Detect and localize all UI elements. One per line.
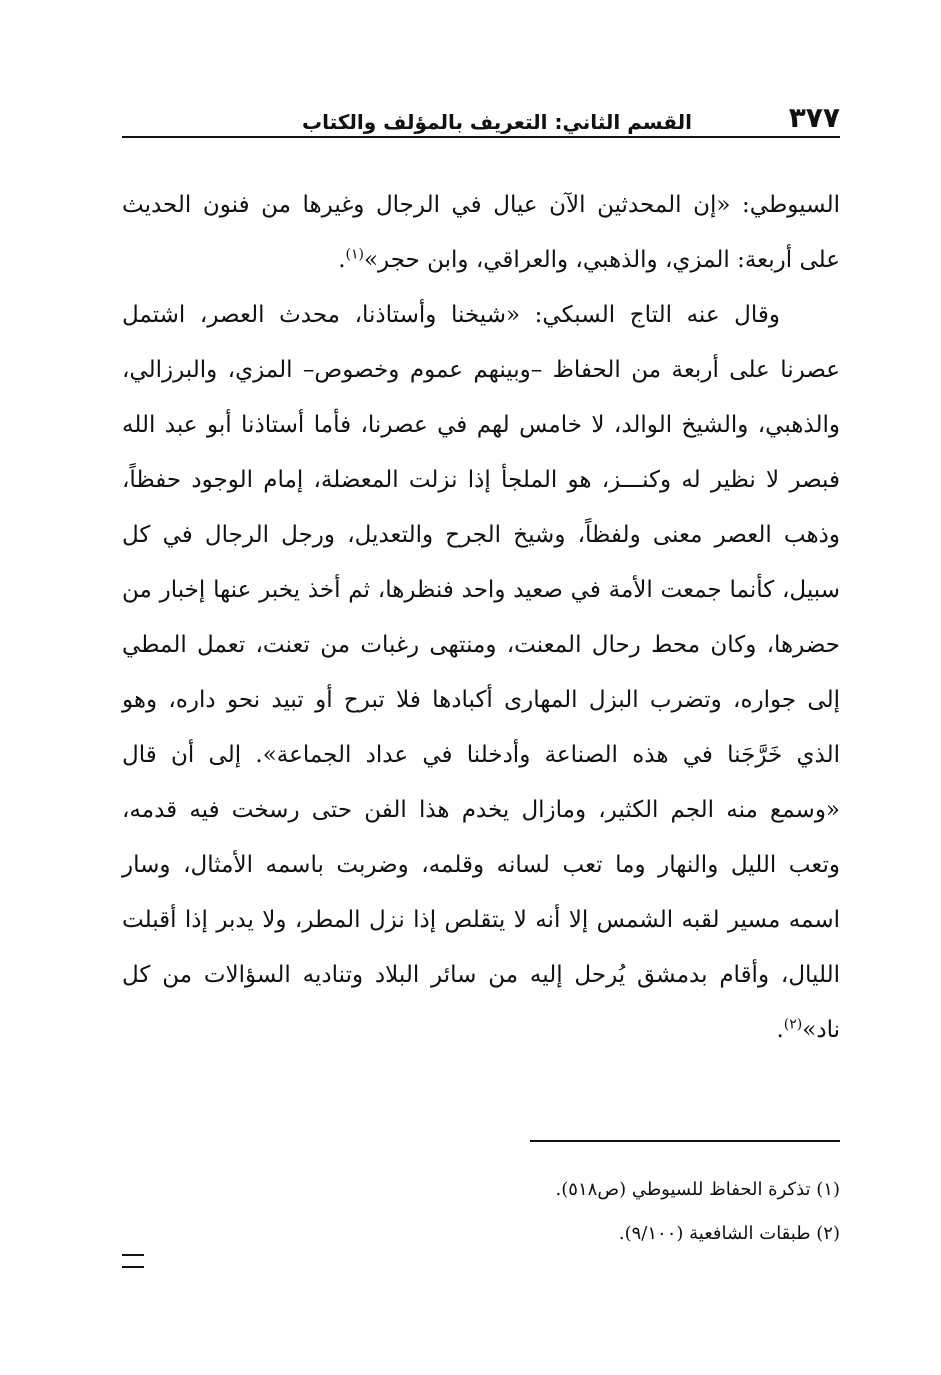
paragraph-2-text: وقال عنه التاج السبكي: «شيخنا وأستاذنا، محدث العصر، اشتمل عصرنا على أربعة من الحفاظ –وبينهم عموم وخصوص– المزي، والبرزالي، والذهبي، والشيخ الوالد، لا خامس لهم في عصرنا، فأما أستاذنا أبو عبد الله فبصر لا نظير له وكنـــز، هو الملجأ إذا نزلت المعضلة، إمام الوجود حفظاً، وذهب العصر معنى ولفظاً، وشيخ الجرح والتعديل، ورجل الرجال في كل سبيل، كأنما جمعت الأمة في صعيد واحد فنظرها، ثم أخذ يخبر عنها إخبار من حضرها، وكان محط رحال المعنت، ومنتهى رغبات من تعنت، تعمل المطي إلى جواره، وتضرب البزل المهارى أكبادها فلا تبرح أو تبيد نحو داره، وهو الذي خَرَّجَنا في هذه الصناعة وأدخلنا في عداد الجماعة». إلى أن قال «وسمع منه الجم الكثير، ومازال يخدم هذا الفن حتى رسخت فيه قدمه، وتعب الليل والنهار وما تعب لسانه وقلمه، وضربت باسمه الأمثال، وسار اسمه مسير لقبه الشمس إلا أنه لا يتقلص إذا نزل المطر، ولا يدبر إذا أقبلت الليال، وأقام بدمشق يُرحل إليه من سائر البلاد وتناديه السؤالات من كل ناد» (122, 302, 840, 1043)
footnote-ref-2: (٢) (783, 1016, 803, 1033)
footnote-2: (٢) طبقات الشافعية (٩/١٠٠). (618, 1223, 840, 1244)
page-header (122, 92, 840, 138)
signature-mark (122, 1254, 144, 1268)
footnotes (122, 1168, 840, 1256)
paragraph-2 (122, 288, 840, 1058)
paragraph-2-end: . (776, 1017, 784, 1043)
footnote-ref-1: (١) (345, 246, 364, 263)
page-number: ٣٧٧ (788, 101, 840, 134)
footnote-1: (١) تذكرة الحفاظ للسيوطي (ص٥١٨). (555, 1179, 840, 1200)
running-title: القسم الثاني: التعريف بالمؤلف والكتاب (302, 110, 693, 134)
paragraph-1 (122, 178, 840, 288)
footnote-divider (530, 1140, 840, 1142)
paragraph-1-end: . (338, 247, 346, 273)
main-text (122, 178, 840, 1058)
paragraph-1-text: السيوطي: «إن المحدثين الآن عيال في الرجال وغيرها من فنون الحديث على أربعة: المزي، والذهبي، والعراقي، وابن حجر» (122, 192, 840, 273)
